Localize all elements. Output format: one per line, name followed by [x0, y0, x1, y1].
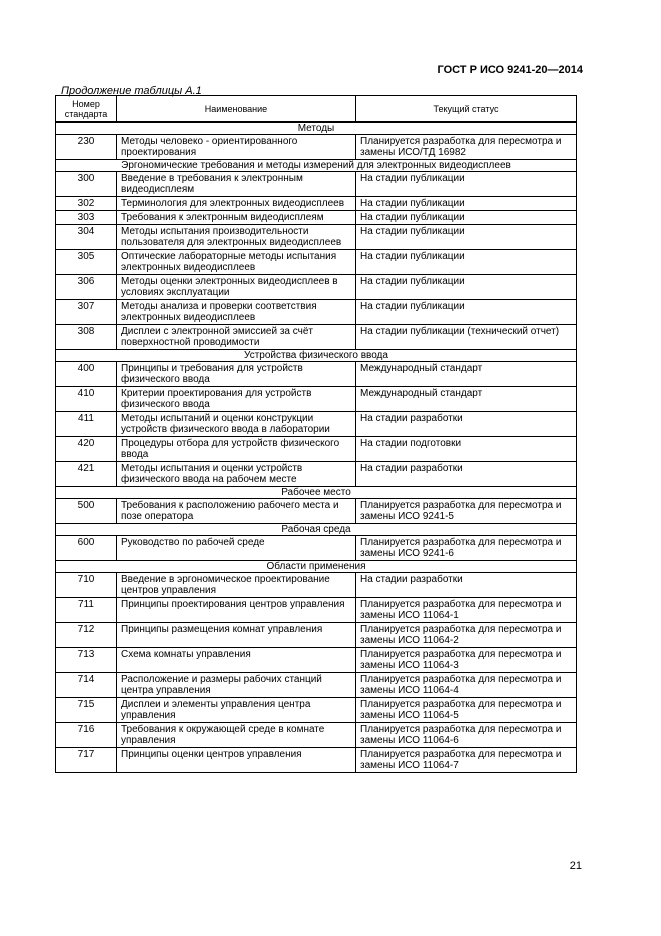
table-row: [56, 598, 577, 623]
standards-table: [55, 95, 577, 773]
table-row: [56, 211, 577, 225]
standard-name: Дисплеи и элементы управления центра управления: [117, 698, 356, 723]
standard-number: 302: [56, 197, 117, 211]
standard-number: 713: [56, 648, 117, 673]
standard-status: На стадии публикации: [356, 300, 577, 325]
section-row: [56, 122, 577, 135]
standard-number: 714: [56, 673, 117, 698]
standard-name: Методы человеко - ориентированного проектирования: [117, 135, 356, 160]
section-title: Рабочее место: [56, 487, 577, 499]
table-row: [56, 623, 577, 648]
page-number: 21: [569, 860, 582, 872]
standard-status: На стадии публикации: [356, 275, 577, 300]
table-row: [56, 412, 577, 437]
standard-status: Планируется разработка для пересмотра и замены ИСО 11064-4: [356, 673, 577, 698]
standard-name: Принципы и требования для устройств физического ввода: [117, 362, 356, 387]
table-row: [56, 723, 577, 748]
section-row: [56, 487, 577, 499]
standard-name: Руководство по рабочей среде: [117, 536, 356, 561]
standard-name: Требования к расположению рабочего места и позе оператора: [117, 499, 356, 524]
standard-status: Планируется разработка для пересмотра и замены ИСО/ТД 16982: [356, 135, 577, 160]
standard-status: Планируется разработка для пересмотра и замены ИСО 11064-6: [356, 723, 577, 748]
standard-name: Оптические лабораторные методы испытания электронных видеодисплеев: [117, 250, 356, 275]
table-body: [56, 122, 577, 773]
standard-number: 304: [56, 225, 117, 250]
standard-number: 715: [56, 698, 117, 723]
standard-status: На стадии разработки: [356, 462, 577, 487]
section-title: Устройства физического ввода: [56, 350, 577, 362]
standard-status: На стадии публикации: [356, 172, 577, 197]
standard-name: Критерии проектирования для устройств физического ввода: [117, 387, 356, 412]
table-row: [56, 250, 577, 275]
standard-name: Терминология для электронных видеодисплеев: [117, 197, 356, 211]
standard-name: Методы испытаний и оценки конструкции устройств физического ввода в лаборатории: [117, 412, 356, 437]
standard-number: 500: [56, 499, 117, 524]
standard-status: Международный стандарт: [356, 387, 577, 412]
document-header: ГОСТ Р ИСО 9241-20—2014: [437, 64, 583, 76]
standard-status: На стадии разработки: [356, 573, 577, 598]
standard-number: 717: [56, 748, 117, 773]
standard-status: На стадии подготовки: [356, 437, 577, 462]
standard-name: Методы оценки электронных видеодисплеев в условиях эксплуатации: [117, 275, 356, 300]
column-header-status: Текущий статус: [356, 96, 577, 123]
standard-number: 711: [56, 598, 117, 623]
standard-status: Международный стандарт: [356, 362, 577, 387]
standard-number: 420: [56, 437, 117, 462]
table-caption: Продолжение таблицы А.1: [61, 85, 202, 97]
standard-name: Принципы размещения комнат управления: [117, 623, 356, 648]
section-row: [56, 561, 577, 573]
standard-status: На стадии публикации: [356, 197, 577, 211]
table-row: [56, 437, 577, 462]
standard-name: Расположение и размеры рабочих станций центра управления: [117, 673, 356, 698]
standard-name: Введение в эргономическое проектирование центров управления: [117, 573, 356, 598]
table-row: [56, 462, 577, 487]
standard-number: 410: [56, 387, 117, 412]
standard-name: Схема комнаты управления: [117, 648, 356, 673]
standard-name: Процедуры отбора для устройств физического ввода: [117, 437, 356, 462]
section-title: Методы: [56, 122, 577, 135]
standard-name: Методы испытания производительности пользователя для электронных видеодисплеев: [117, 225, 356, 250]
standard-number: 600: [56, 536, 117, 561]
table-row: [56, 698, 577, 723]
standard-status: На стадии публикации: [356, 250, 577, 275]
standard-number: 710: [56, 573, 117, 598]
standard-name: Введение в требования к электронным видеодисплеям: [117, 172, 356, 197]
section-title: Области применения: [56, 561, 577, 573]
table-row: [56, 325, 577, 350]
table-row: [56, 387, 577, 412]
table-row: [56, 300, 577, 325]
standard-name: Требования к электронным видеодисплеям: [117, 211, 356, 225]
standard-status: Планируется разработка для пересмотра и замены ИСО 11064-2: [356, 623, 577, 648]
table-row: [56, 499, 577, 524]
standard-number: 307: [56, 300, 117, 325]
standard-status: Планируется разработка для пересмотра и замены ИСО 11064-7: [356, 748, 577, 773]
section-title: Рабочая среда: [56, 524, 577, 536]
standard-number: 230: [56, 135, 117, 160]
standard-status: На стадии публикации: [356, 211, 577, 225]
table-row: [56, 748, 577, 773]
standard-name: Принципы проектирования центров управления: [117, 598, 356, 623]
standard-number: 712: [56, 623, 117, 648]
standard-status: Планируется разработка для пересмотра и замены ИСО 11064-3: [356, 648, 577, 673]
section-row: [56, 350, 577, 362]
standard-status: Планируется разработка для пересмотра и замены ИСО 9241-6: [356, 536, 577, 561]
table-header-row: [56, 96, 577, 123]
section-title: Эргономические требования и методы измерений для электронных видеодисплеев: [56, 160, 577, 172]
table-row: [56, 275, 577, 300]
standard-number: 306: [56, 275, 117, 300]
table-row: [56, 135, 577, 160]
column-header-number: Номер стандарта: [56, 96, 117, 123]
section-row: [56, 160, 577, 172]
standard-status: Планируется разработка для пересмотра и замены ИСО 11064-5: [356, 698, 577, 723]
standard-number: 308: [56, 325, 117, 350]
standard-status: На стадии разработки: [356, 412, 577, 437]
standard-status: Планируется разработка для пересмотра и замены ИСО 9241-5: [356, 499, 577, 524]
standard-status: На стадии публикации (технический отчет): [356, 325, 577, 350]
table-row: [56, 536, 577, 561]
standard-number: 303: [56, 211, 117, 225]
table-row: [56, 362, 577, 387]
table-row: [56, 225, 577, 250]
standard-status: Планируется разработка для пересмотра и замены ИСО 11064-1: [356, 598, 577, 623]
standard-number: 411: [56, 412, 117, 437]
standard-name: Методы анализа и проверки соответствия электронных видеодисплеев: [117, 300, 356, 325]
standard-name: Методы испытания и оценки устройств физического ввода на рабочем месте: [117, 462, 356, 487]
table-row: [56, 673, 577, 698]
table-row: [56, 172, 577, 197]
standard-number: 400: [56, 362, 117, 387]
section-row: [56, 524, 577, 536]
column-header-name: Наименование: [117, 96, 356, 123]
standard-number: 300: [56, 172, 117, 197]
standard-name: Дисплеи с электронной эмиссией за счёт поверхностной проводимости: [117, 325, 356, 350]
standard-name: Принципы оценки центров управления: [117, 748, 356, 773]
standard-status: На стадии публикации: [356, 225, 577, 250]
standard-number: 305: [56, 250, 117, 275]
table-row: [56, 197, 577, 211]
table-row: [56, 648, 577, 673]
standard-name: Требования к окружающей среде в комнате управления: [117, 723, 356, 748]
standard-number: 421: [56, 462, 117, 487]
table-row: [56, 573, 577, 598]
standard-number: 716: [56, 723, 117, 748]
